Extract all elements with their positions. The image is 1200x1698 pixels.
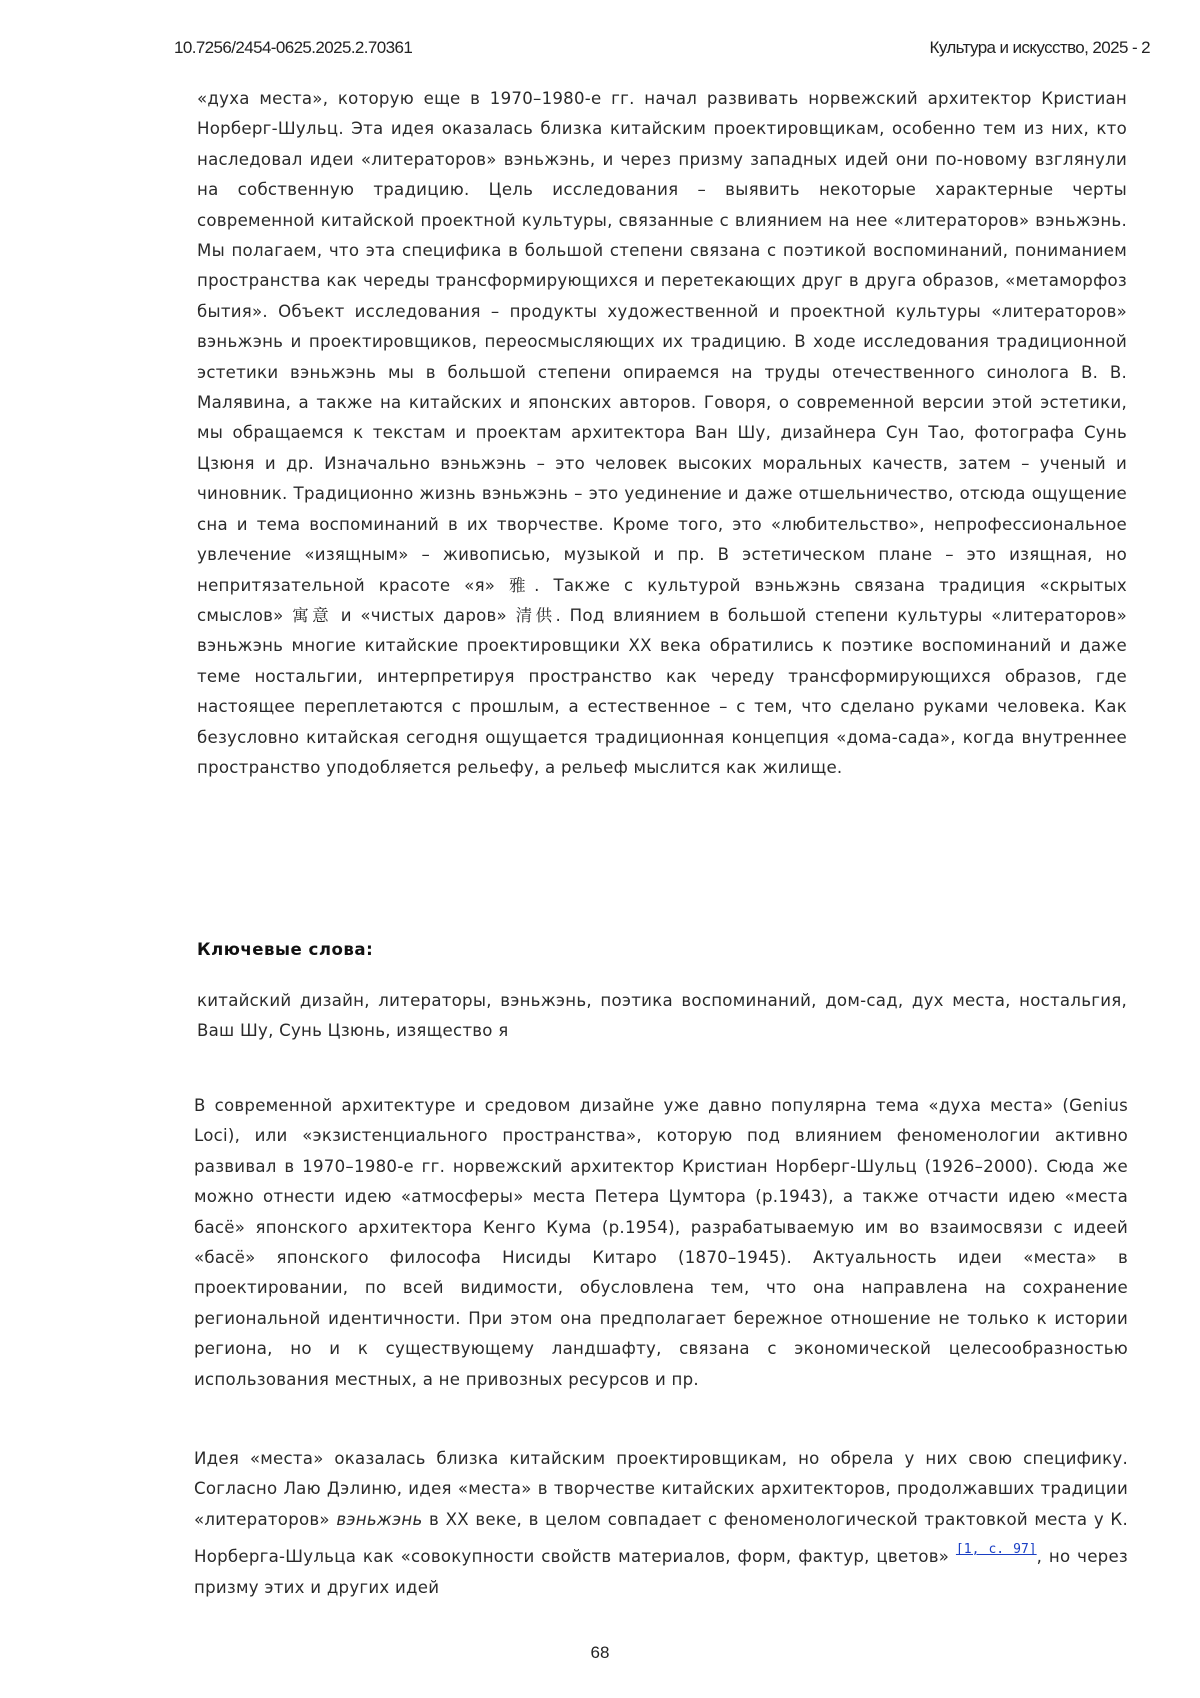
- body-paragraph-2-part-c: , но через призму этих и других идей: [194, 1547, 1128, 1597]
- keywords-heading: Ключевые слова:: [197, 940, 374, 959]
- body-paragraph-2-part-b: в XX веке, в целом совпадает с феноменологической трактовкой места у К. Норберга-Шульца как «совокупности свойств материалов, форм, фактур, цветов»: [194, 1509, 1128, 1567]
- citation-link[interactable]: [1, с. 97]: [955, 1542, 1037, 1558]
- body-paragraph-1: В современной архитектуре и средовом дизайне уже давно популярна тема «духа места» (Genius Loci), или «экзистенциального пространства», которую под влиянием феноменологии активно развивал в 1970–1980-е гг. норвежский архитектор Кристиан Норберг-Шульц (1926–2000). Сюда же можно отнести идею «атмосферы» места Петера Цумтора (р.1943), а также отчасти идею «места басё» японского архитектора Кенго Кума (р.1954), разрабатываемую им во взаимосвязи с идеей «басё» японского философа Нисиды Китаро (1870–1945). Актуальность идеи «места» в проектировании, по всей видимости, обусловлена тем, что она направлена на сохранение региональной идентичности. При этом она предполагает бережное отношение не только к истории региона, но и к существующему ландшафту, связана с экономической целесообразностью использования местных, а не привозных ресурсов и пр.: [194, 1096, 1128, 1389]
- page-number: 68: [590, 1643, 610, 1662]
- journal-header: Культура и искусство, 2025 - 2: [929, 38, 1150, 57]
- keywords-text: китайский дизайн, литераторы, вэньжэнь, поэтика воспоминаний, дом-сад, дух места, ностальгия, Ваш Шу, Сунь Цзюнь, изящество я: [197, 991, 1127, 1041]
- body-paragraph-2-part-a: Идея «места» оказалась близка китайским проектировщикам, но обрела у них свою специфику. Согласно Лаю Дэлиню, идея «места» в творчестве китайских архитекторов, продолжавших традиции «литераторов»: [194, 1449, 1128, 1529]
- body-paragraph-2-emphasis: вэньжэнь: [336, 1509, 423, 1529]
- body-paragraph-2: [194, 1444, 1128, 1603]
- abstract-text: «духа места», которую еще в 1970–1980-е гг. начал развивать норвежский архитектор Кристиан Норберг-Шульц. Эта идея оказалась близка китайским проектировщикам, особенно тем из них, кто наследовал идеи «литераторов» вэньжэнь, и через призму западных идей они по-новому взглянули на собственную традицию. Цель исследования – выявить некоторые характерные черты современной китайской проектной культуры, связанные с влиянием на нее «литераторов» вэньжэнь. Мы полагаем, что эта специфика в большой степени связана с поэтикой воспоминаний, пониманием пространства как череды трансформирующихся и перетекающих друг в друга образов, «метаморфоз бытия». Объект исследования – продукты художественной и проектной культуры «литераторов» вэньжэнь и проектировщиков, переосмысляющих их традицию. В ходе исследования традиционной эстетики вэньжэнь мы в большой степени опираемся на труды отечественного синолога В. В. Малявина, а также на китайских и японских авторов. Говоря, о современной версии этой эстетики, мы обращаемся к текстам и проектам архитектора Ван Шу, дизайнера Сун Тао, фотографа Сунь Цзюня и др. Изначально вэньжэнь – это человек высоких моральных качеств, затем – ученый и чиновник. Традиционно жизнь вэньжэнь – это уединение и даже отшельничество, отсюда ощущение сна и тема воспоминаний в их творчестве. Кроме того, это «любительство», непрофессиональное увлечение «изящным» – живописью, музыкой и пр. В эстетическом плане – это изящная, но непритязательной красоте «я» 雅. Также с культурой вэньжэнь связана традиция «скрытых смыслов» 寓意 и «чистых даров» 清供. Под влиянием в большой степени культуры «литераторов» вэньжэнь многие китайские проектировщики XX века обратились к поэтике воспоминаний и даже теме ностальгии, интерпретируя пространство как череду трансформирующихся образов, где настоящее переплетаются с прошлым, а естественное – с тем, что сделано руками человека. Как безусловно китайская сегодня ощущается традиционная концепция «дома-сада», когда внутреннее пространство уподобляется рельефу, а рельеф мыслится как жилище.: [197, 89, 1127, 777]
- doi-header: 10.7256/2454-0625.2025.2.70361: [174, 38, 413, 57]
